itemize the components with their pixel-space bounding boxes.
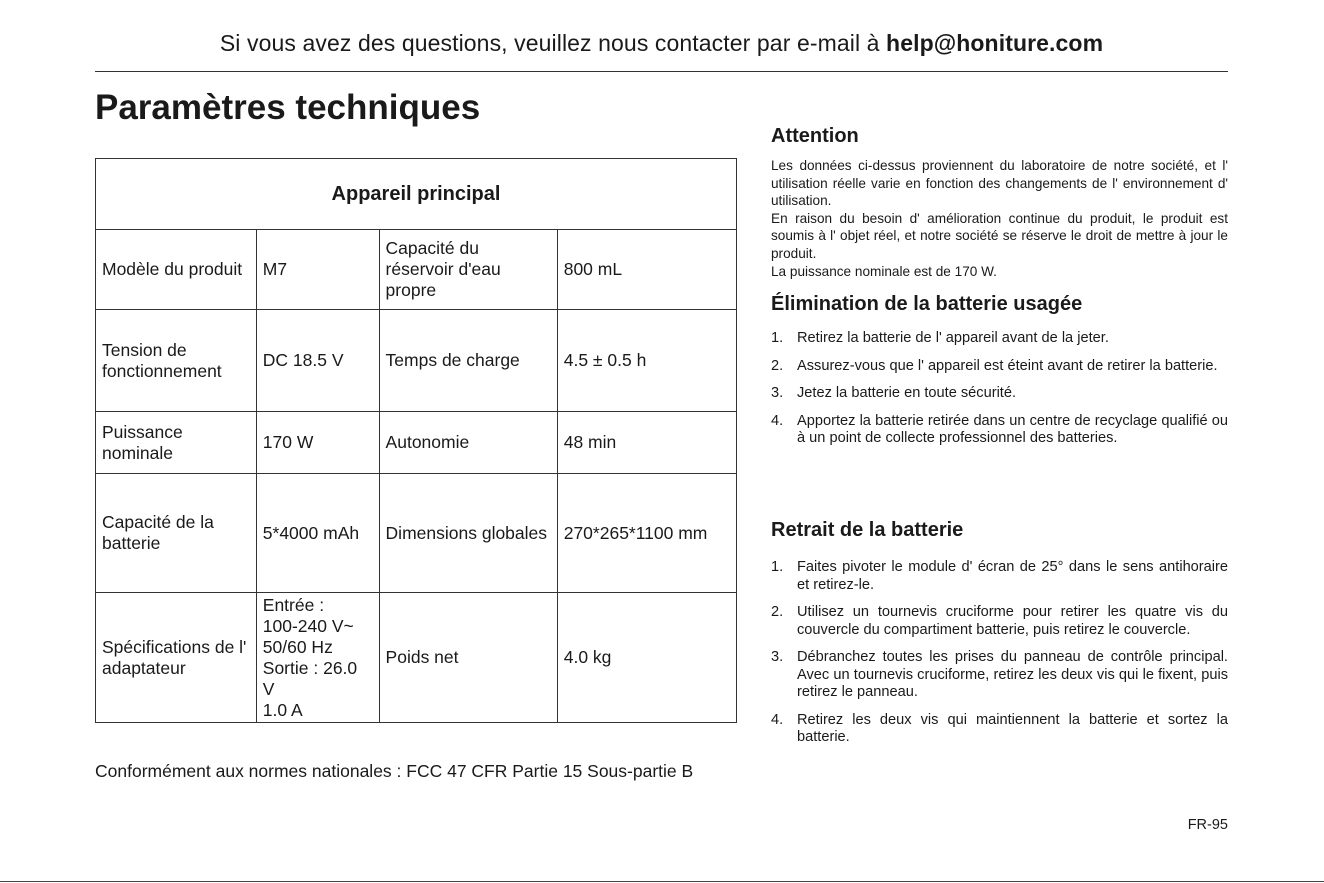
spec-label: Capacité de la batterie: [96, 474, 257, 593]
elimination-steps: [771, 330, 1228, 458]
step-text: Utilisez un tournevis cruciforme pour retirer les quatre vis du couvercle du compartiment batterie, puis retirez le couvercle.: [797, 604, 1228, 638]
spec-value: 170 W: [256, 412, 379, 474]
step-number: 2.: [771, 357, 784, 374]
bottom-divider: [0, 881, 1324, 882]
spec-label: Tension de fonctionnement: [96, 310, 257, 412]
spec-label: Spécifications de l' adaptateur: [96, 593, 257, 723]
table-row: [96, 593, 737, 723]
spec-label: Capacité du réservoir d'eau propre: [379, 230, 557, 310]
spec-label: Poids net: [379, 593, 557, 723]
table-heading: Appareil principal: [96, 159, 737, 230]
spec-value: DC 18.5 V: [256, 310, 379, 412]
spec-value: M7: [256, 230, 379, 310]
attention-paragraph: Les données ci-dessus proviennent du laboratoire de notre société, et l' utilisation réelle varie en fonction des changements de l' environnement d' utilisation.: [771, 158, 1228, 209]
header-divider: [95, 71, 1228, 72]
step-text: Débranchez toutes les prises du panneau de contrôle principal. Avec un tournevis cruciforme, retirez les deux vis qui le fixent, puis retirez le panneau.: [797, 649, 1228, 700]
list-item: [771, 604, 1228, 639]
elimination-title: Élimination de la batterie usagée: [771, 293, 1083, 315]
spec-label: Temps de charge: [379, 310, 557, 412]
contact-email: help@honiture.com: [886, 30, 1104, 56]
attention-paragraph: En raison du besoin d' amélioration continue du produit, le produit est soumis à l' objet réel, et notre société se réserve le droit de mettre à jour le produit.: [771, 210, 1228, 261]
spec-label: Autonomie: [379, 412, 557, 474]
step-text: Retirez les deux vis qui maintiennent la batterie et sortez la batterie.: [797, 711, 1228, 745]
step-text: Assurez-vous que l' appareil est éteint avant de retirer la batterie.: [797, 357, 1218, 374]
list-item: [771, 358, 1228, 376]
step-text: Jetez la batterie en toute sécurité.: [797, 385, 1017, 401]
table-row: [96, 474, 737, 593]
spec-value: 270*265*1100 mm: [557, 474, 736, 593]
header-text: Si vous avez des questions, veuillez nous contacter par e-mail à: [219, 30, 880, 56]
table-row: [96, 310, 737, 412]
table-row: [96, 412, 737, 474]
attention-title: Attention: [771, 125, 859, 147]
retrait-title: Retrait de la batterie: [771, 519, 964, 541]
compliance-note: Conformément aux normes nationales : FCC 47 CFR Partie 15 Sous-partie B: [95, 761, 694, 781]
step-number: 3.: [771, 649, 784, 665]
spec-label: Modèle du produit: [96, 230, 257, 310]
spec-label: Dimensions globales: [379, 474, 557, 593]
spec-value: 4.5 ± 0.5 h: [557, 310, 736, 412]
list-item: [771, 649, 1228, 702]
spec-value: 5*4000 mAh: [256, 474, 379, 593]
step-number: 4.: [771, 711, 784, 728]
page-header: [95, 30, 1228, 57]
step-text: Faites pivoter le module d' écran de 25° dans le sens antihoraire et retirez-le.: [797, 559, 1228, 593]
spec-value: 48 min: [557, 412, 736, 474]
retrait-steps: [771, 559, 1228, 757]
list-item: [771, 385, 1228, 403]
specs-table: [95, 158, 737, 723]
step-number: 4.: [771, 412, 784, 429]
list-item: [771, 413, 1228, 448]
adapter-line: 1.0 A: [262, 699, 303, 720]
adapter-line: Entrée :: [262, 594, 325, 615]
adapter-line: 100-240 V~: [262, 615, 354, 636]
spec-value: 800 mL: [557, 230, 736, 310]
attention-paragraph: La puissance nominale est de 170 W.: [771, 263, 997, 279]
step-number: 1.: [771, 330, 784, 346]
list-item: [771, 712, 1228, 747]
step-text: Retirez la batterie de l' appareil avant de la jeter.: [797, 330, 1109, 346]
adapter-line: 50/60 Hz: [262, 636, 333, 657]
step-number: 2.: [771, 604, 784, 620]
spec-value: 4.0 kg: [557, 593, 736, 723]
page-number: FR-95: [1187, 817, 1228, 833]
list-item: [771, 330, 1228, 348]
list-item: [771, 559, 1228, 594]
spec-label: Puissance nominale: [96, 412, 257, 474]
step-text: Apportez la batterie retirée dans un centre de recyclage qualifié ou à un point de collecte professionnel des batteries.: [797, 412, 1228, 446]
adapter-spec-value: [256, 593, 379, 723]
page-title: Paramètres techniques: [95, 88, 481, 127]
table-row: [96, 230, 737, 310]
adapter-line: Sortie : 26.0 V: [262, 657, 358, 699]
attention-body: [771, 157, 1228, 280]
step-number: 1.: [771, 559, 784, 575]
step-number: 3.: [771, 385, 784, 401]
